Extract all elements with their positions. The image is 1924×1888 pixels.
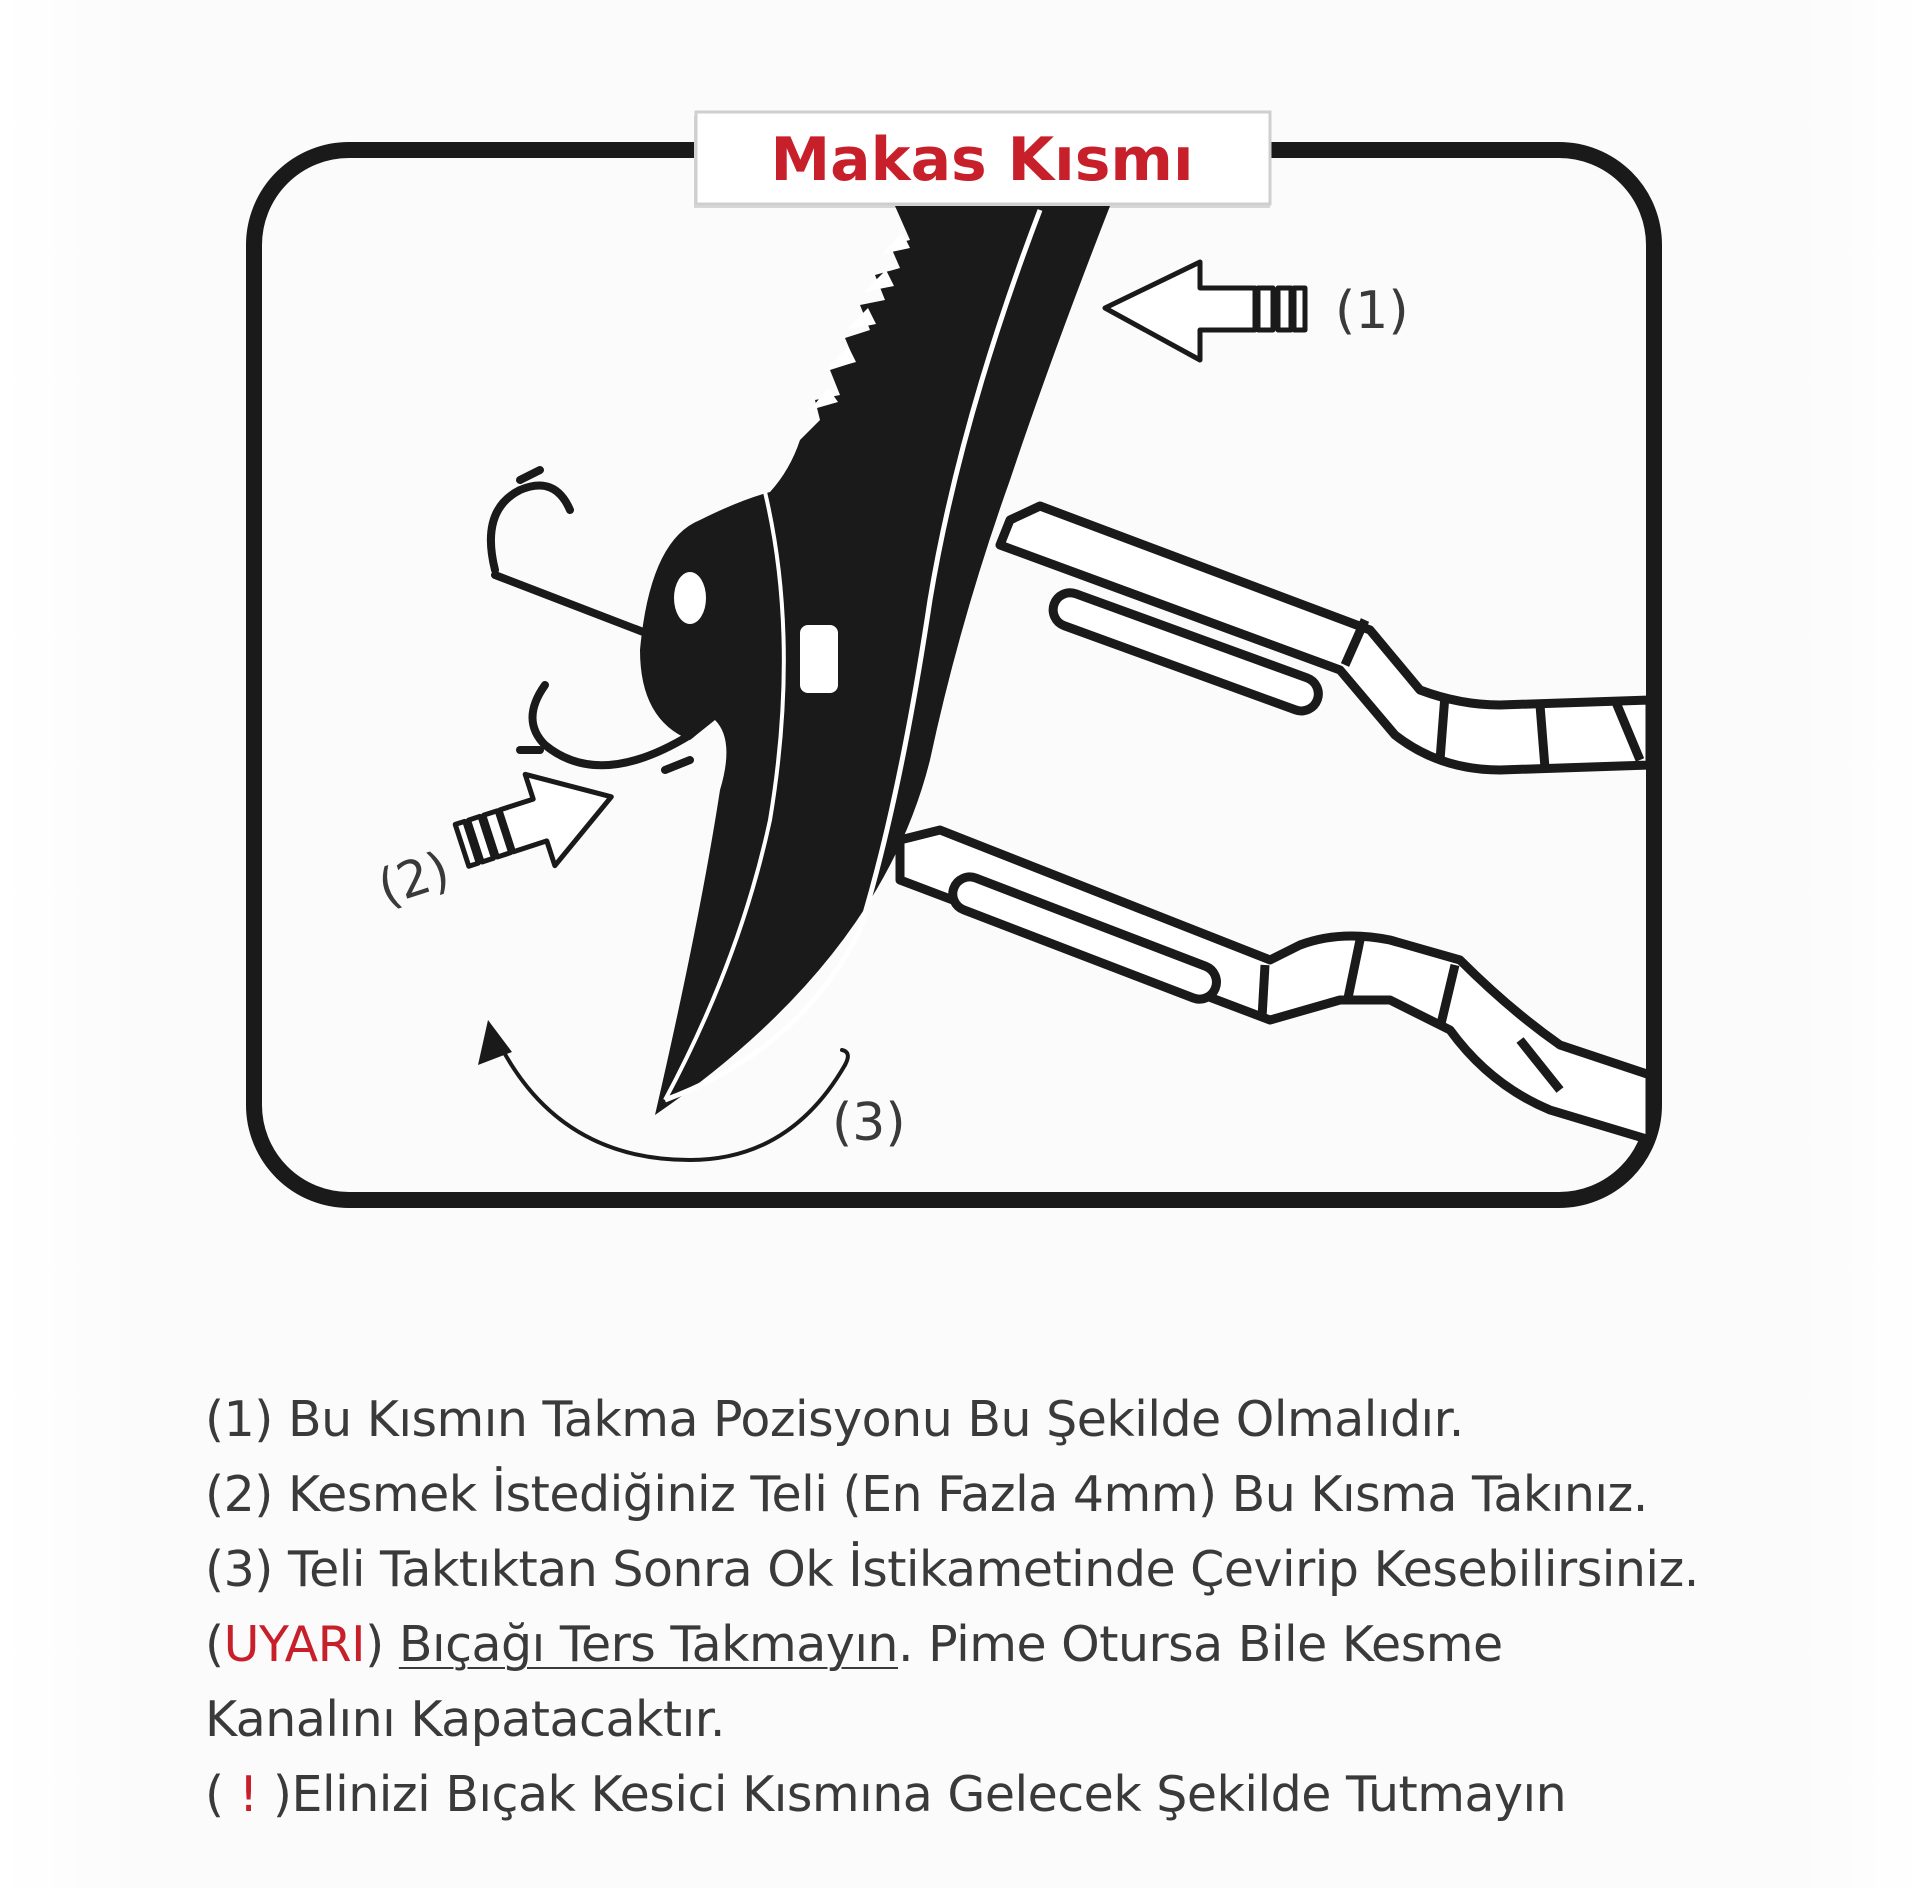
- callout-3: (3): [832, 1093, 906, 1153]
- warning-open: (: [205, 1616, 224, 1673]
- warning-rest: . Pime Otursa Bile Kesme: [897, 1616, 1503, 1673]
- caution-line: [205, 1757, 1845, 1832]
- arrow-1: [1105, 262, 1305, 360]
- instruction-3: (3) Teli Taktıktan Sonra Ok İstikametinde Çevirip Kesebilirsiniz.: [205, 1541, 1699, 1598]
- warning-line-2: Kanalını Kapatacaktır.: [205, 1691, 725, 1748]
- warning-underlined: Bıçağı Ters Takmayın: [398, 1616, 898, 1673]
- title-box: [694, 112, 1270, 208]
- callout-2: (2): [371, 840, 457, 918]
- lower-handle: [900, 830, 1650, 1140]
- caution-open: (: [205, 1766, 239, 1823]
- instructions: [205, 1382, 1845, 1832]
- warning-label: UYARI: [223, 1616, 366, 1673]
- warning-close: ): [365, 1616, 384, 1673]
- blade: [640, 206, 1110, 1115]
- instruction-2: (2) Kesmek İstediğiniz Teli (En Fazla 4mm) Bu Kısma Takınız.: [205, 1466, 1648, 1523]
- title-label: Makas Kısmı: [770, 125, 1194, 195]
- arrow-2: [447, 751, 626, 891]
- instruction-1: (1) Bu Kısmın Takma Pozisyonu Bu Şekilde Olmalıdır.: [205, 1391, 1464, 1448]
- warning-line: [205, 1607, 1845, 1682]
- callout-1: (1): [1335, 281, 1409, 341]
- caution-rest: )Elinizi Bıçak Kesici Kısmına Gelecek Şekilde Tutmayın: [257, 1766, 1567, 1823]
- upper-handle: [1000, 506, 1650, 770]
- caution-mark: !: [238, 1766, 258, 1823]
